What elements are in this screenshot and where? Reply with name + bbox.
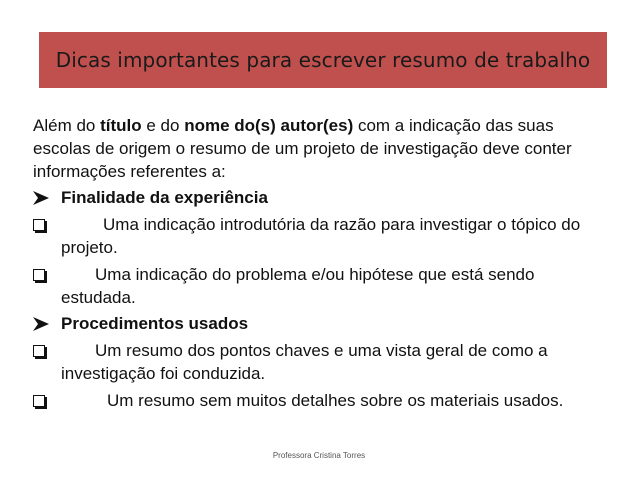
section-heading: [33, 186, 613, 209]
list-item: [33, 389, 613, 412]
list-item: [33, 213, 613, 259]
slide-footer: Professora Cristina Torres: [272, 451, 366, 460]
list-item-continuation: estudada.: [61, 288, 136, 307]
intro-text-1: Além do: [33, 116, 101, 135]
list-item-text: Uma indicação do problema e/ou hipótese que está sendo: [95, 265, 535, 284]
slide-title: Dicas importantes para escrever resumo de trabalho: [55, 48, 591, 72]
list-item: [33, 339, 613, 385]
intro-text-3: com a indicação das suas escolas de origem o resumo de um projeto de investigação deve conter informações referentes a:: [33, 116, 572, 181]
section-heading-label: Finalidade da experiência: [61, 188, 268, 207]
list-item-continuation: projeto.: [61, 238, 118, 257]
list-item-text: Uma indicação introdutória da razão para investigar o tópico do: [103, 215, 581, 234]
checkbox-bullet-icon: [33, 263, 55, 286]
intro-bold-authors: nome do(s) autor(es): [184, 116, 354, 135]
list-item-text: Um resumo sem muitos detalhes sobre os materiais usados.: [107, 391, 564, 410]
arrow-bullet-icon: [33, 312, 55, 335]
list-item: [33, 263, 613, 309]
checkbox-bullet-icon: [33, 213, 55, 236]
intro-text-2: e do: [141, 116, 185, 135]
intro-paragraph: [33, 114, 613, 183]
slide-content: [33, 114, 613, 412]
checkbox-bullet-icon: [33, 339, 55, 362]
arrow-bullet-icon: [33, 186, 55, 209]
intro-bold-title: título: [100, 116, 142, 135]
list-item-text: Um resumo dos pontos chaves e uma vista geral de como a: [95, 341, 548, 360]
section-heading: [33, 312, 613, 335]
checkbox-bullet-icon: [33, 389, 55, 412]
title-bar: [39, 32, 607, 88]
section-heading-label: Procedimentos usados: [61, 314, 249, 333]
list-item-continuation: investigação foi conduzida.: [61, 364, 266, 383]
